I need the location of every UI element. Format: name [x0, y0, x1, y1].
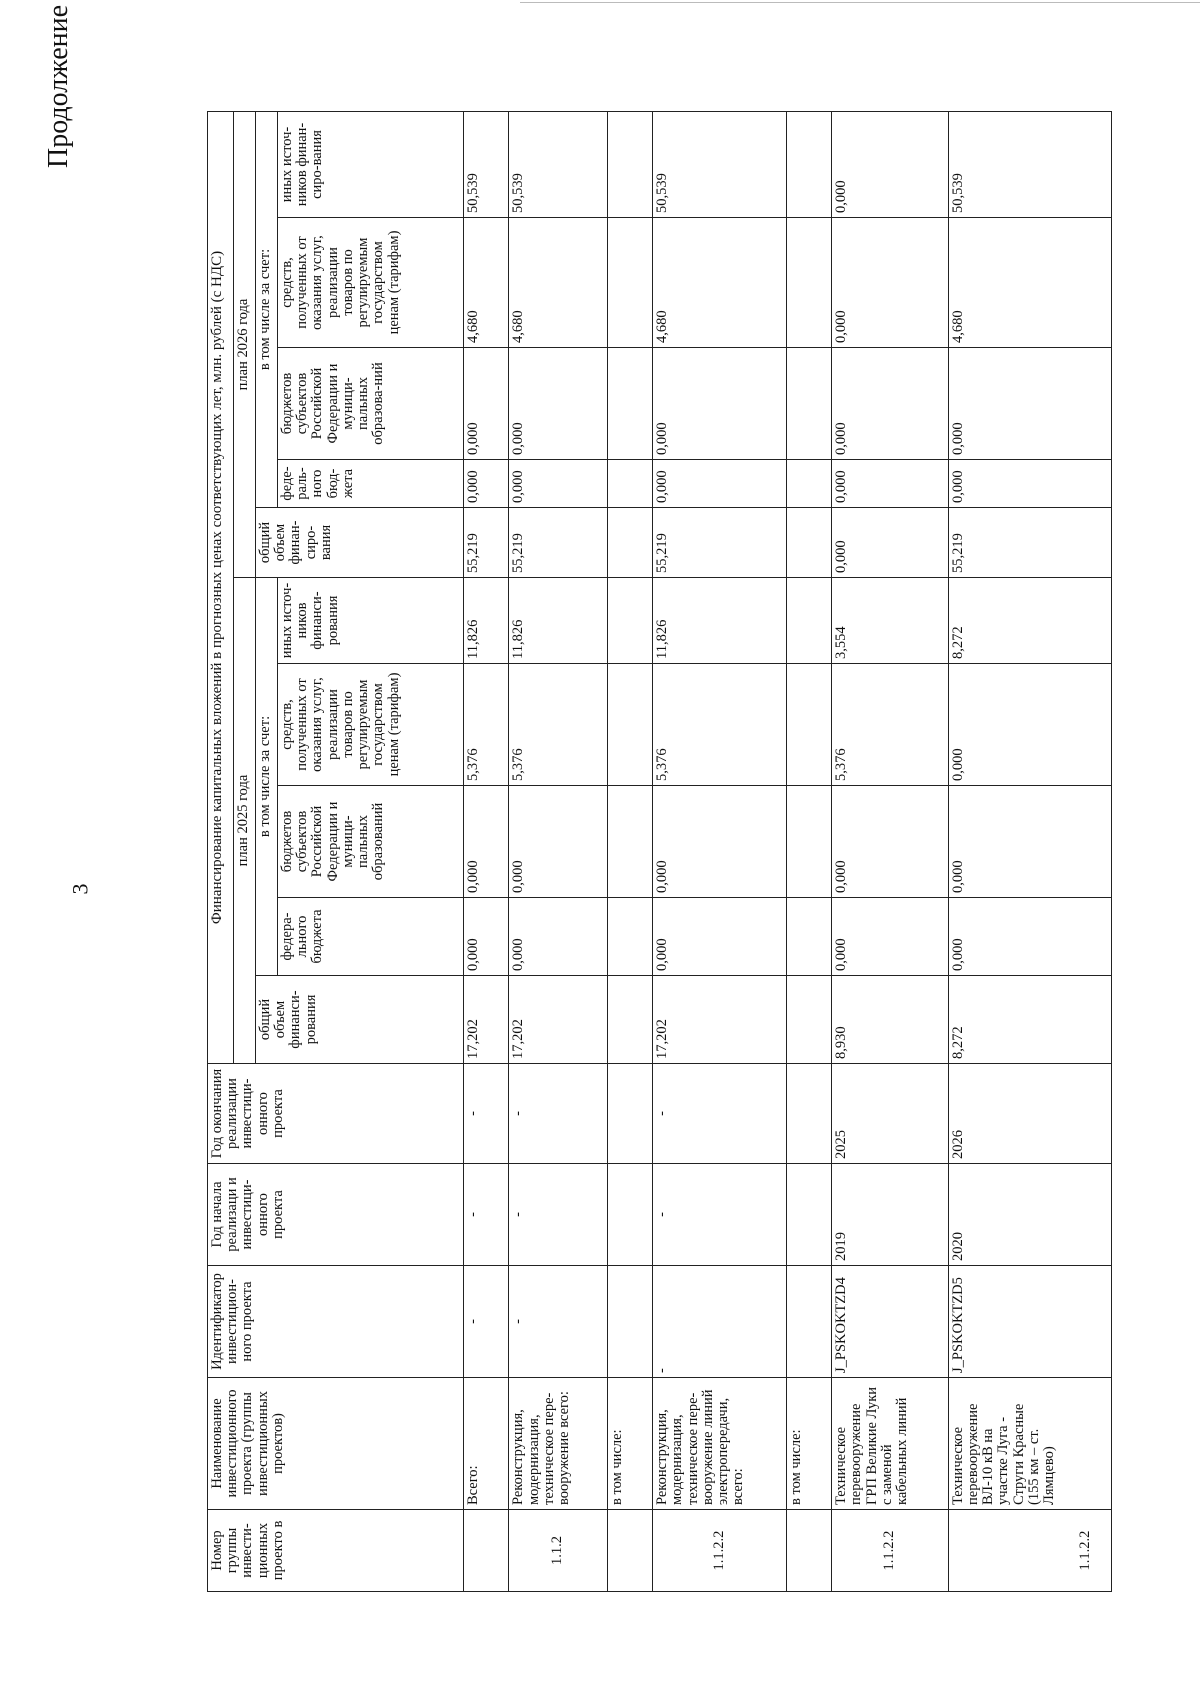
- cell-other-2025: [786, 578, 831, 664]
- cell-regional-2025: 0,000: [464, 786, 509, 898]
- cell-start-year: 2019: [832, 1164, 949, 1266]
- cell-group-number: 1.1.2: [509, 1510, 608, 1592]
- cell-regional-2026: 0,000: [832, 348, 949, 460]
- cell-end-year: [607, 1064, 652, 1164]
- cell-end-year: 2025: [832, 1064, 949, 1164]
- cell-total-2025: [786, 976, 831, 1064]
- cell-end-year: -: [653, 1064, 787, 1164]
- cell-tariff-2026: 4,680: [464, 218, 509, 348]
- cell-end-year: -: [509, 1064, 608, 1164]
- header-project-name: Наименование инвестиционного проекта (группы инвестиционных проектов): [208, 1378, 464, 1510]
- table-row: [607, 111, 652, 1591]
- header-federal-2026: феде-раль-ного бюд-жета: [278, 460, 464, 508]
- investment-table-wrapper: [207, 112, 1112, 1592]
- table-row: [832, 111, 949, 1591]
- cell-total-2026: 55,219: [948, 508, 1111, 578]
- cell-other-2026: [607, 111, 652, 217]
- header-tariff-2025: средств, полученных от оказания услуг, реализации товаров по регулируемым государством ценам (тарифам): [278, 664, 464, 786]
- cell-total-2025: 17,202: [464, 976, 509, 1064]
- cell-identifier: -: [653, 1266, 787, 1378]
- table-row: [464, 111, 509, 1591]
- cell-project-name: Техническое перевооружение ГРП Великие Луки с заменой кабельных линий: [832, 1378, 949, 1510]
- cell-tariff-2025: 5,376: [464, 664, 509, 786]
- cell-total-2025: 17,202: [653, 976, 787, 1064]
- header-financing: Финансирование капитальных вложений в прогнозных ценах соответствующих лет, млн. рублей (с НДС): [208, 111, 234, 1063]
- cell-project-name: в том числе:: [786, 1378, 831, 1510]
- header-other-2026: иных источ-ников финан-сиро-вания: [278, 111, 464, 217]
- cell-federal-2025: 0,000: [464, 898, 509, 976]
- cell-regional-2025: 0,000: [653, 786, 787, 898]
- header-regional-2026: бюджетов субъектов Российской Федерации и муници-пальных образова-ний: [278, 348, 464, 460]
- header-tariff-2026: средств, полученных от оказания услуг, реализации товаров по регулируемым государством ценам (тарифам): [278, 218, 464, 348]
- cell-other-2025: 11,826: [653, 578, 787, 664]
- cell-project-name: Техническое перевооружение ВЛ-10 кВ на участке Луга - Струги Красные (155 км – ст. Лямцево): [948, 1378, 1111, 1510]
- header-end-year: Год окончания реализации инвестици-онного проекта: [208, 1064, 464, 1164]
- investment-financing-table: [207, 111, 1112, 1592]
- header-group-number: Номер группы инвести-ционных проекто в: [208, 1510, 464, 1592]
- cell-identifier: [607, 1266, 652, 1378]
- cell-other-2025: 3,554: [832, 578, 949, 664]
- cell-identifier: [786, 1266, 831, 1378]
- cell-federal-2025: [607, 898, 652, 976]
- cell-federal-2025: 0,000: [948, 898, 1111, 976]
- cell-total-2026: 55,219: [653, 508, 787, 578]
- cell-regional-2025: 0,000: [832, 786, 949, 898]
- cell-regional-2025: [786, 786, 831, 898]
- cell-total-2025: 17,202: [509, 976, 608, 1064]
- cell-project-name: Реконструкция, модернизация, техническое пере-вооружение всего:: [509, 1378, 608, 1510]
- cell-federal-2025: [786, 898, 831, 976]
- cell-other-2026: 50,539: [509, 111, 608, 217]
- cell-total-2025: 8,272: [948, 976, 1111, 1064]
- cell-start-year: -: [464, 1164, 509, 1266]
- cell-total-2025: 8,930: [832, 976, 949, 1064]
- header-regional-2025: бюджетов субъектов Российской Федерации и муници-пальных образований: [278, 786, 464, 898]
- cell-federal-2026: 0,000: [948, 460, 1111, 508]
- cell-tariff-2026: 4,680: [509, 218, 608, 348]
- cell-regional-2026: 0,000: [948, 348, 1111, 460]
- header-including-2026: в том числе за счет:: [256, 111, 278, 507]
- cell-tariff-2026: 0,000: [832, 218, 949, 348]
- cell-end-year: 2026: [948, 1064, 1111, 1164]
- scan-edge-line: [520, 2, 1200, 3]
- cell-project-name: в том числе:: [607, 1378, 652, 1510]
- cell-total-2026: 0,000: [832, 508, 949, 578]
- cell-federal-2026: 0,000: [653, 460, 787, 508]
- cell-group-number: 1.1.2.2: [832, 1510, 949, 1592]
- cell-identifier: J_PSKOKTZD4: [832, 1266, 949, 1378]
- cell-group-number: [786, 1510, 831, 1592]
- cell-tariff-2026: [786, 218, 831, 348]
- cell-other-2025: 8,272: [948, 578, 1111, 664]
- cell-other-2026: 0,000: [832, 111, 949, 217]
- cell-group-number: 1.1.2.2: [948, 1510, 1111, 1592]
- cell-group-number: 1.1.2.2: [653, 1510, 787, 1592]
- header-start-year: Год начала реализаци и инвестици-онного проекта: [208, 1164, 464, 1266]
- header-including-2025: в том числе за счет:: [256, 578, 278, 976]
- cell-total-2026: 55,219: [464, 508, 509, 578]
- header-identifier: Идентификатор инвестицион-ного проекта: [208, 1266, 464, 1378]
- cell-federal-2026: [607, 460, 652, 508]
- cell-start-year: 2020: [948, 1164, 1111, 1266]
- cell-tariff-2025: 5,376: [509, 664, 608, 786]
- cell-federal-2026: [786, 460, 831, 508]
- cell-federal-2025: 0,000: [832, 898, 949, 976]
- cell-identifier: -: [464, 1266, 509, 1378]
- cell-federal-2025: 0,000: [653, 898, 787, 976]
- cell-group-number: [464, 1510, 509, 1592]
- cell-federal-2025: 0,000: [509, 898, 608, 976]
- header-federal-2025: федера-льного бюджета: [278, 898, 464, 976]
- cell-start-year: [607, 1164, 652, 1266]
- continuation-label: Продолжение: [43, 4, 74, 168]
- header-other-2025: иных источ-ников финанси-рования: [278, 578, 464, 664]
- cell-start-year: -: [653, 1164, 787, 1266]
- cell-other-2025: [607, 578, 652, 664]
- cell-tariff-2026: 4,680: [948, 218, 1111, 348]
- cell-end-year: [786, 1064, 831, 1164]
- header-total-2026: общий объем финан-сиро-вания: [256, 508, 464, 578]
- cell-tariff-2025: [786, 664, 831, 786]
- cell-federal-2026: 0,000: [509, 460, 608, 508]
- cell-other-2025: 11,826: [509, 578, 608, 664]
- cell-identifier: J_PSKOKTZD5: [948, 1266, 1111, 1378]
- cell-other-2026: 50,539: [653, 111, 787, 217]
- table-row: [786, 111, 831, 1591]
- cell-regional-2025: 0,000: [948, 786, 1111, 898]
- cell-regional-2026: [607, 348, 652, 460]
- cell-regional-2026: 0,000: [653, 348, 787, 460]
- header-plan-2025: план 2025 года: [234, 578, 256, 1064]
- cell-tariff-2025: [607, 664, 652, 786]
- page-number: 3: [67, 883, 93, 895]
- cell-tariff-2026: 4,680: [653, 218, 787, 348]
- cell-regional-2025: 0,000: [509, 786, 608, 898]
- cell-identifier: -: [509, 1266, 608, 1378]
- cell-tariff-2025: 0,000: [948, 664, 1111, 786]
- header-total-2025: общий объем финанси-рования: [256, 976, 464, 1064]
- cell-regional-2026: 0,000: [509, 348, 608, 460]
- cell-total-2026: [786, 508, 831, 578]
- cell-total-2025: [607, 976, 652, 1064]
- table-row: [948, 111, 1111, 1591]
- cell-regional-2026: [786, 348, 831, 460]
- cell-project-name: Всего:: [464, 1378, 509, 1510]
- cell-tariff-2025: 5,376: [653, 664, 787, 786]
- table-row: [509, 111, 608, 1591]
- cell-federal-2026: 0,000: [464, 460, 509, 508]
- cell-start-year: -: [509, 1164, 608, 1266]
- cell-total-2026: [607, 508, 652, 578]
- cell-other-2026: 50,539: [464, 111, 509, 217]
- cell-project-name: Реконструкция, модернизация, техническое пере-вооружение линий электропередачи, всего:: [653, 1378, 787, 1510]
- cell-total-2026: 55,219: [509, 508, 608, 578]
- cell-regional-2026: 0,000: [464, 348, 509, 460]
- cell-other-2026: 50,539: [948, 111, 1111, 217]
- cell-tariff-2026: [607, 218, 652, 348]
- cell-end-year: -: [464, 1064, 509, 1164]
- cell-other-2025: 11,826: [464, 578, 509, 664]
- cell-start-year: [786, 1164, 831, 1266]
- cell-group-number: [607, 1510, 652, 1592]
- cell-tariff-2025: 5,376: [832, 664, 949, 786]
- cell-regional-2025: [607, 786, 652, 898]
- cell-federal-2026: 0,000: [832, 460, 949, 508]
- table-row: [653, 111, 787, 1591]
- header-plan-2026: план 2026 года: [234, 111, 256, 577]
- cell-other-2026: [786, 111, 831, 217]
